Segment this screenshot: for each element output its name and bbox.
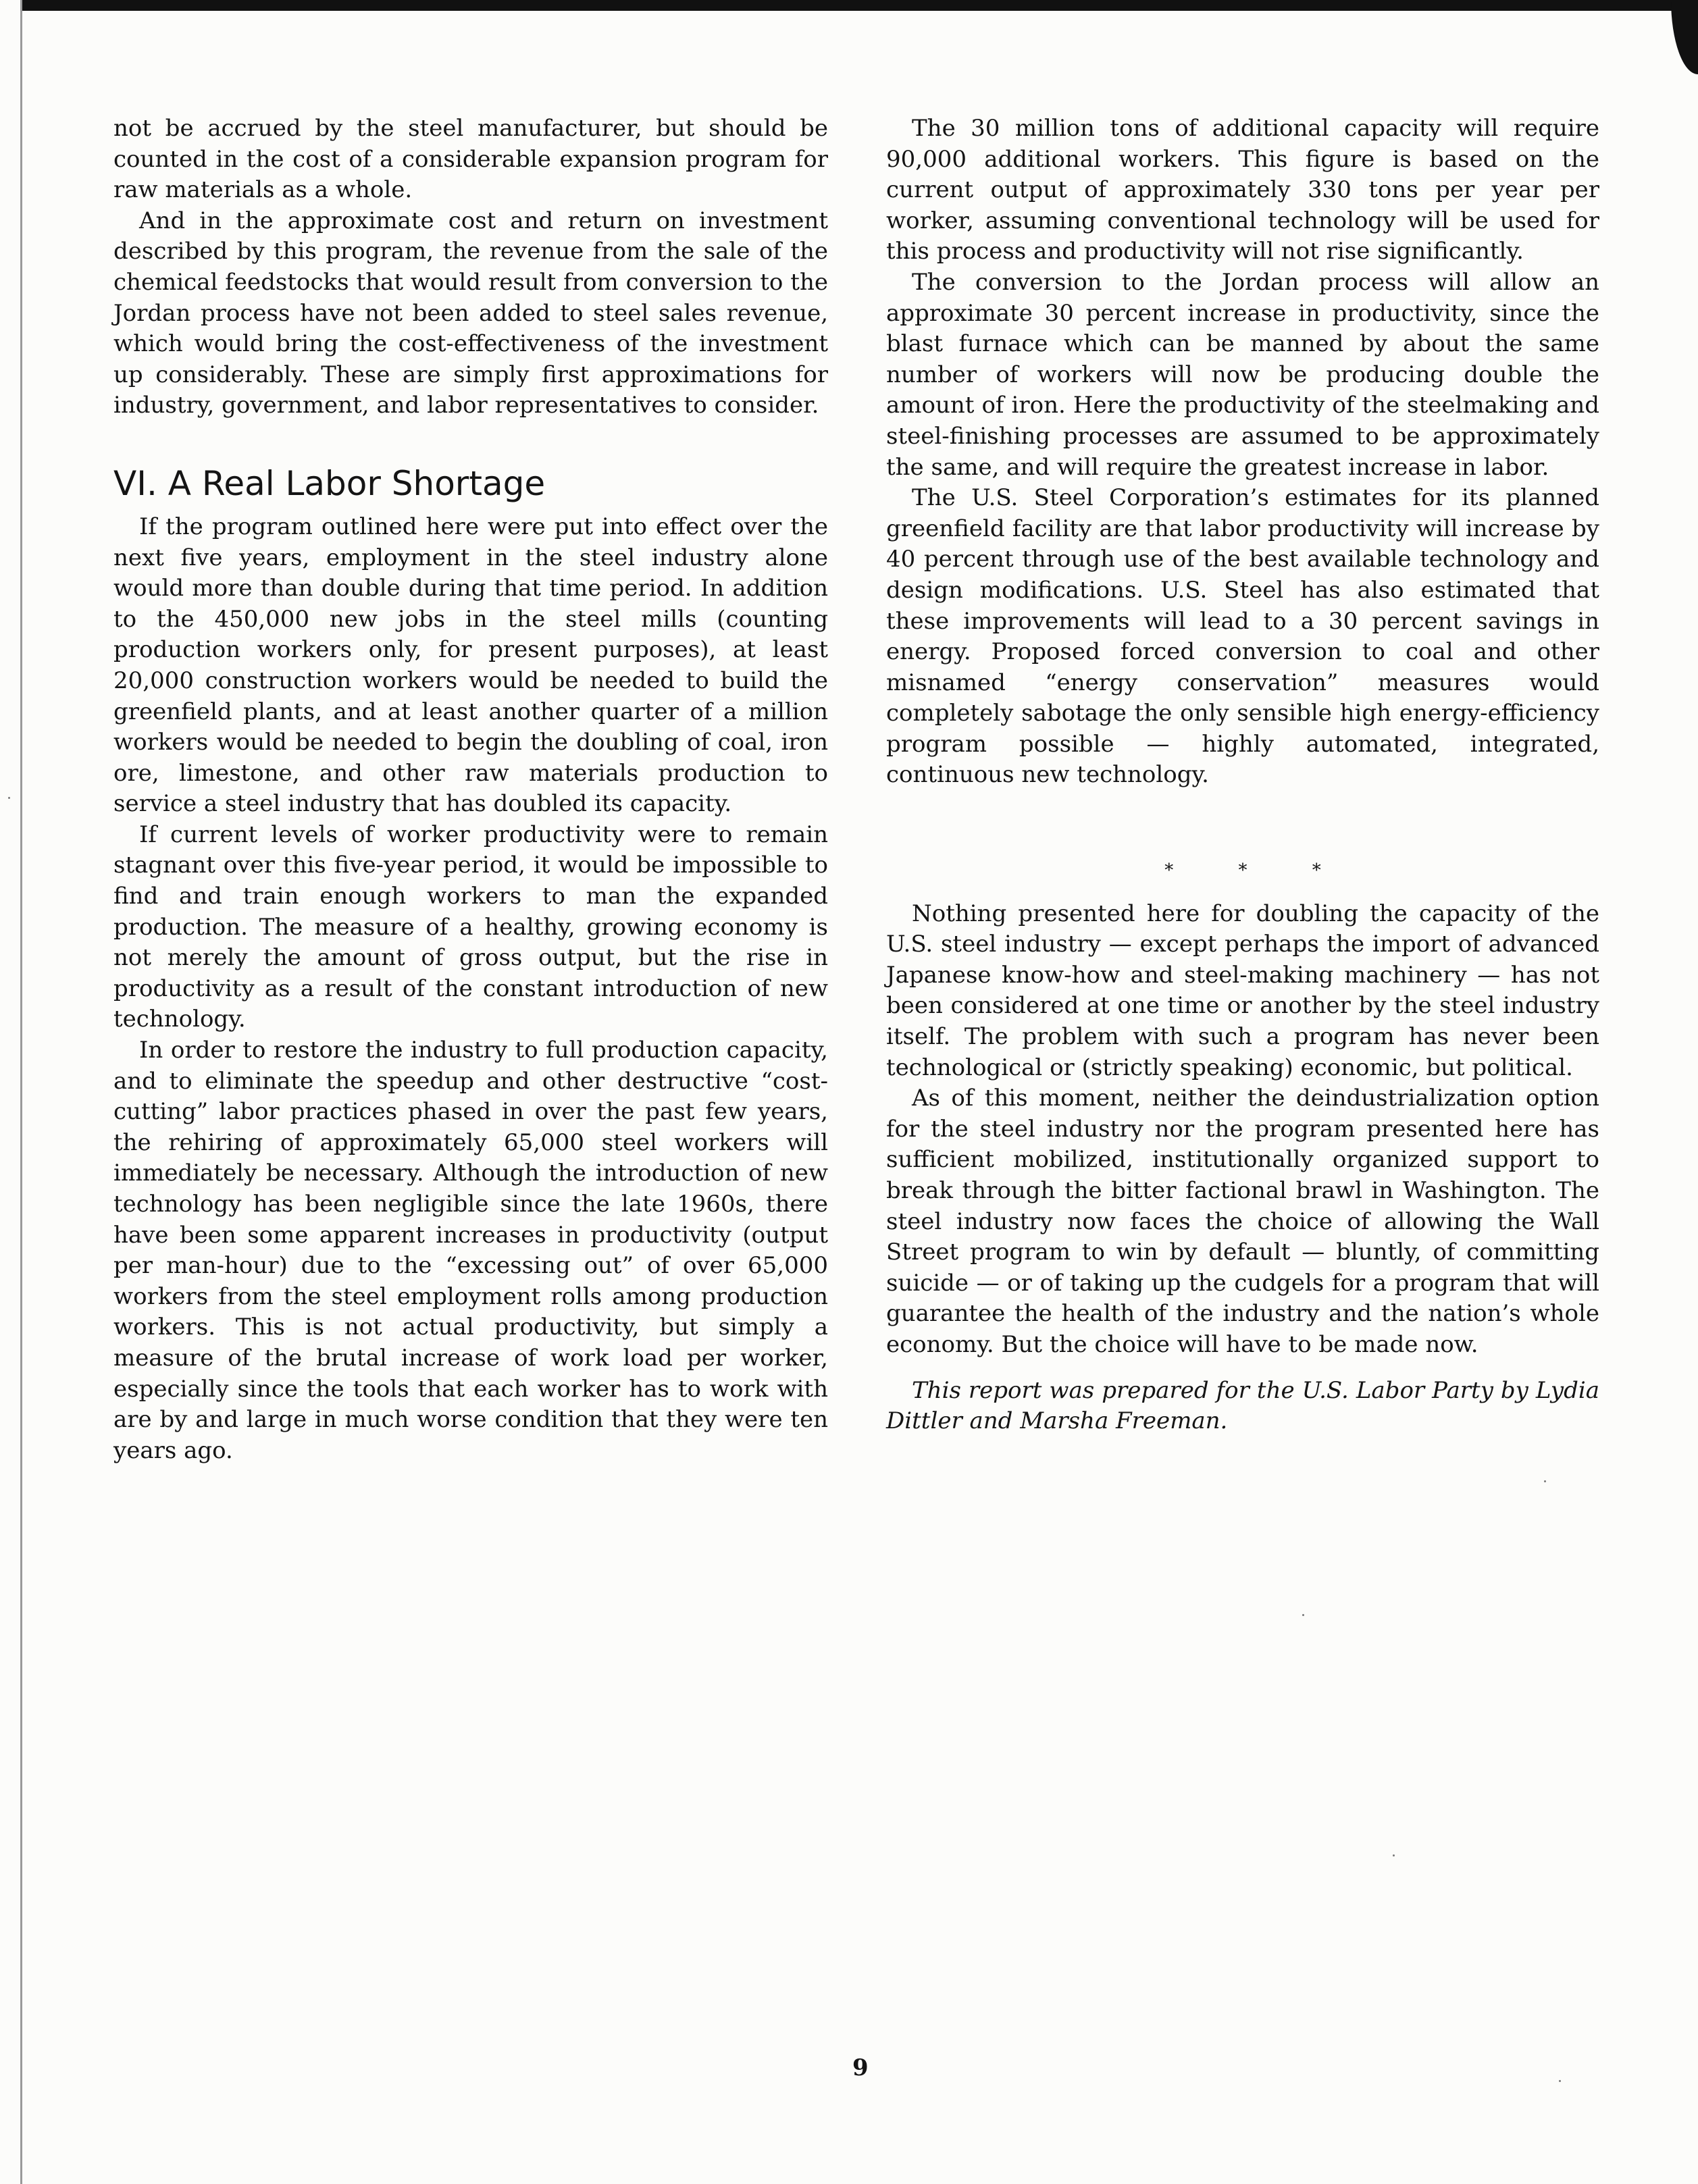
paragraph: If current levels of worker productivity were to remain stagnant over this five-year period, it would be impossible to find and train enough workers to man the expanded production. The measure of a healthy, growing economy is not merely the amount of gross output, but the rise in productivity as a result of the constant introduction of new technology. [113,821,828,1033]
scan-speck [1559,2080,1561,2082]
left-column [113,113,828,1466]
scan-speck [1544,1480,1546,1482]
paragraph: The conversion to the Jordan process will allow an approximate 30 percent increase in productivity, since the blast furnace which can be manned by about the same number of workers will now be producing double the amount of iron. Here the productivity of the steelmaking and steel-finishing processes are assumed to be approximately the same, and will require the greatest increase in labor. [886,268,1599,481]
paragraph: Nothing presented here for doubling the capacity of the U.S. steel industry — except perhaps the import of advanced Japanese know-how and steel-making machinery — has not been considered at one time or another by the steel industry itself. The problem with such a program has never been technological or (strictly speaking) economic, but political. [886,900,1599,1081]
page-number: 9 [852,2054,869,2081]
right-column [886,113,1599,1437]
paragraph: As of this moment, neither the deindustrialization option for the steel industry nor the program presented here has sufficient mobilized, institutionally organized support to break through the bitter factional brawl in Washington. The steel industry now faces the choice of allowing the Wall Street program to win by default — bluntly, of committing suicide — or of taking up the cudgels for a program that will guarantee the health of the industry and the nation’s whole economy. But the choice will have to be made now. [886,1085,1599,1358]
scan-speck [8,797,10,799]
paragraph: The 30 million tons of additional capacity will require 90,000 additional workers. This figure is based on the current output of approximately 330 tons per year per worker, assuming conventional technology will be used for this process and productivity will not rise significantly. [886,115,1599,265]
section-heading: VI. A Real Labor Shortage [113,463,546,503]
section-separator: * * * [1164,860,1351,881]
paragraph: In order to restore the industry to full production capacity, and to eliminate the speedup and other destructive “cost-cutting” labor practices phased in over the past few years, the rehiring of approximately 65,000 steel workers will immediately be necessary. Although the introduction of new technology has been negligible since the late 1960s, there have been some apparent increases in productivity (output per man-hour) due to the “excessing out” of over 65,000 workers from the steel employment rolls among production workers. This is not actual productivity, but simply a measure of the brutal increase of work load per worker, especially since the tools that each worker has to work with are by and large in much worse condition that they were ten years ago. [113,1037,828,1464]
scan-speck [1393,1854,1395,1856]
paragraph: And in the approximate cost and return on investment described by this program, the revenue from the sale of the chemical feedstocks that would result from conversion to the Jordan process have not been added to steel sales revenue, which would bring the cost-effectiveness of the investment up considerably. These are simply first approximations for industry, government, and labor representatives to consider. [113,207,828,419]
paragraph: not be accrued by the steel manufacturer, but should be counted in the cost of a considerable expansion program for raw materials as a whole. [113,115,828,204]
scan-left-edge [20,0,22,2184]
report-credit: This report was prepared for the U.S. Labor Party by Lydia Dittler and Marsha Freeman. [886,1376,1599,1435]
paragraph: If the program outlined here were put into effect over the next five years, employment in the steel industry alone would more than double during that time period. In addition to the 450,000 new jobs in the steel mills (counting production workers only, for present purposes), at least 20,000 construction workers would be needed to build the greenfield plants, and at least another quarter of a million workers would be needed to begin the doubling of coal, iron ore, limestone, and other raw materials production to service a steel industry that has doubled its capacity. [113,513,828,818]
scan-corner-fold [1671,0,1698,74]
paragraph: The U.S. Steel Corporation’s estimates for its planned greenfield facility are that labor productivity will increase by 40 percent through use of the best available technology and design modifications. U.S. Steel has also estimated that these improvements will lead to a 30 percent savings in energy. Proposed forced conversion to coal and other misnamed “energy conservation” measures would completely sabotage the only sensible high energy-efficiency program possible — highly automated, integrated, continuous new technology. [886,484,1599,789]
scan-top-edge [20,0,1698,11]
scan-speck [1302,1614,1304,1616]
